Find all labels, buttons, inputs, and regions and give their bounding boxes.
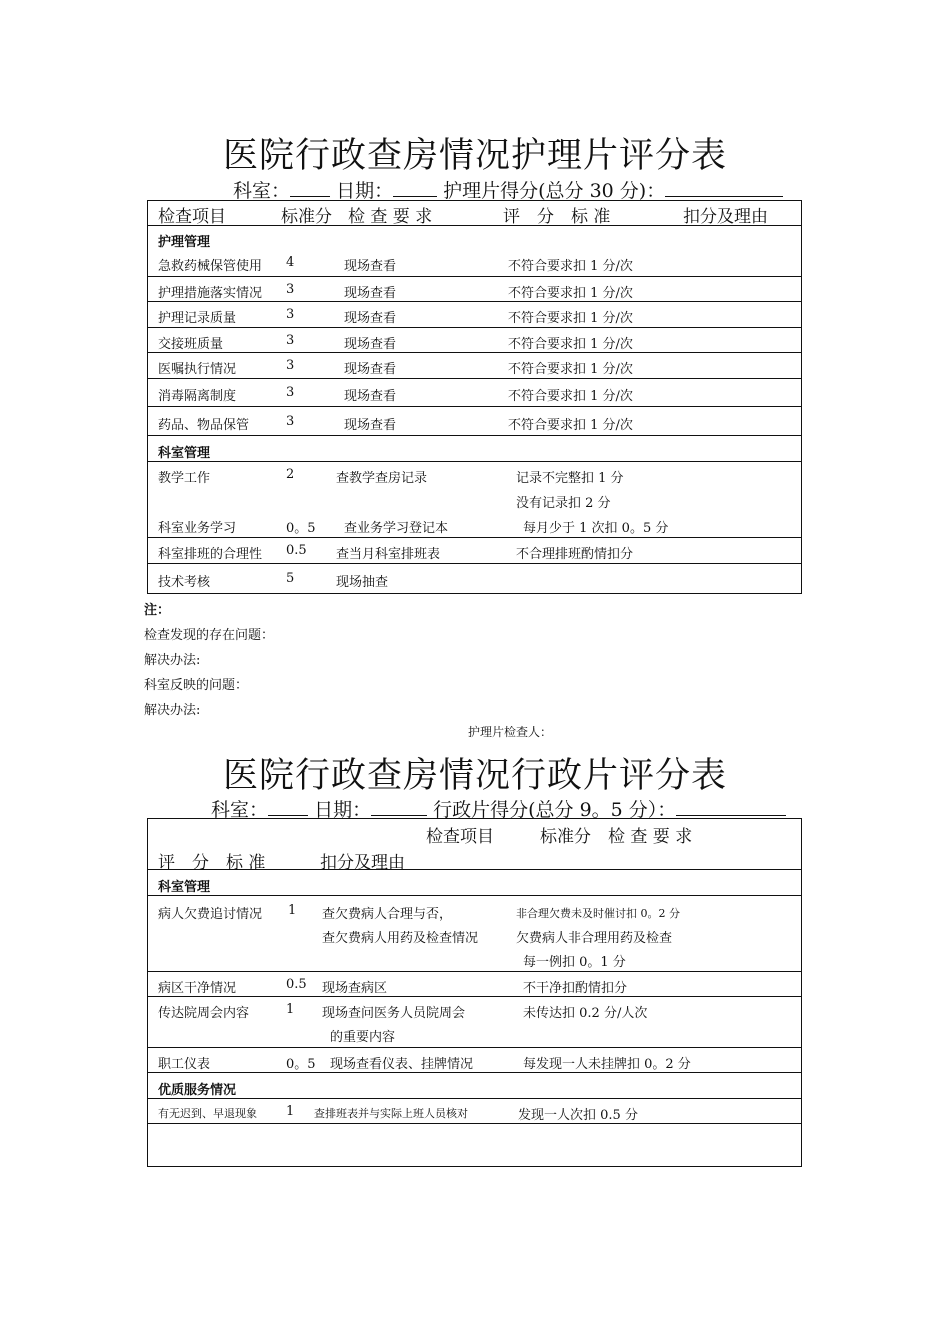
inspector-label: 护理片检查人： [468,725,553,739]
dept-field[interactable] [268,795,308,816]
date-label: 日期： [336,180,394,202]
dept-field[interactable] [290,176,330,197]
table-row: 有无迟到、早退现象 1 查排班表并与实际上班人员核对 发现一人次扣 0.5 分 [148,1098,801,1123]
section-row: 科室管理 [148,869,801,895]
table-row: 教学工作 2 查教学查房记录 记录不完整扣 1 分 没有记录扣 2 分 [148,461,801,512]
table-row: 病区干净情况 0.5 现场查病区 不干净扣酌情扣分 [148,971,801,996]
table-row: 护理措施落实情况 3 现场查看 不符合要求扣 1 分/次 [148,276,801,301]
table-row: 药品、物品保管 3 现场查看 不符合要求扣 1 分/次 [148,406,801,435]
admin-score-table [147,818,802,1167]
dept-label: 科室： [211,799,269,821]
dept-label: 科室： [233,180,291,202]
section-row: 护理管理 [148,225,801,250]
table-row: 急救药械保管使用 4 现场查看 不符合要求扣 1 分/次 [158,255,633,274]
section-row: 优质服务情况 [148,1072,801,1098]
form1-title: 医院行政查房情况护理片评分表 [222,136,727,176]
table-row: 技术考核 5 现场抽查 [148,563,801,593]
table-row: 医嘱执行情况 3 现场查看 不符合要求扣 1 分/次 [148,352,801,378]
date-field[interactable] [371,795,427,816]
note-line: 检查发现的存在问题： [144,628,275,643]
table-row: 消毒隔离制度 3 现场查看 不符合要求扣 1 分/次 [148,378,801,406]
table-row: 交接班质量 3 现场查看 不符合要求扣 1 分/次 [148,327,801,352]
table-row: 科室排班的合理性 0.5 查当月科室排班表 不合理排班酌情扣分 [148,537,801,563]
table-row: 病人欠费追讨情况 1 查欠费病人合理与否， 查欠费病人用药及检查情况 非合理欠费未及时催讨扣 0。2 分 欠费病人非合理用药及检查 每一例扣 0。1 分 [148,895,801,971]
form1-info-line [233,176,783,203]
score-field[interactable] [676,795,786,816]
form2-title: 医院行政查房情况行政片评分表 [222,756,727,796]
table-header: 检查项目 标准分 检 查 要 求 评 分 标 准 扣分及理由 [158,207,768,227]
table-row: 护理记录质量 3 现场查看 不符合要求扣 1 分/次 [148,301,801,327]
date-label: 日期： [314,799,372,821]
section-row: 科室管理 [148,435,801,461]
score-label: 护理片得分(总分 30 分)： [443,180,666,202]
nursing-score-table [147,200,802,594]
score-label: 行政片得分(总分 9。5 分）： [433,799,677,821]
note-line: 解决办法: [144,703,201,718]
note-line: 解决办法: [144,653,201,668]
score-field[interactable] [665,176,783,197]
table-row: 传达院周会内容 1 现场查问医务人员院周会 的重要内容 未传达扣 0.2 分/人次 [148,996,801,1047]
blank-row [148,1123,801,1165]
note-label: 注： [144,603,171,618]
date-field[interactable] [393,176,437,197]
note-line: 科室反映的问题： [144,678,249,693]
table-header: 检查项目 标准分 检 查 要 求 评 分 标 准 扣分及理由 [158,827,693,873]
table-row: 职工仪表 0。5 现场查看仪表、挂牌情况 每发现一人未挂牌扣 0。2 分 [148,1047,801,1072]
table-row: 科室业务学习 0。5 查业务学习登记本 每月少于 1 次扣 0。5 分 [158,521,669,536]
